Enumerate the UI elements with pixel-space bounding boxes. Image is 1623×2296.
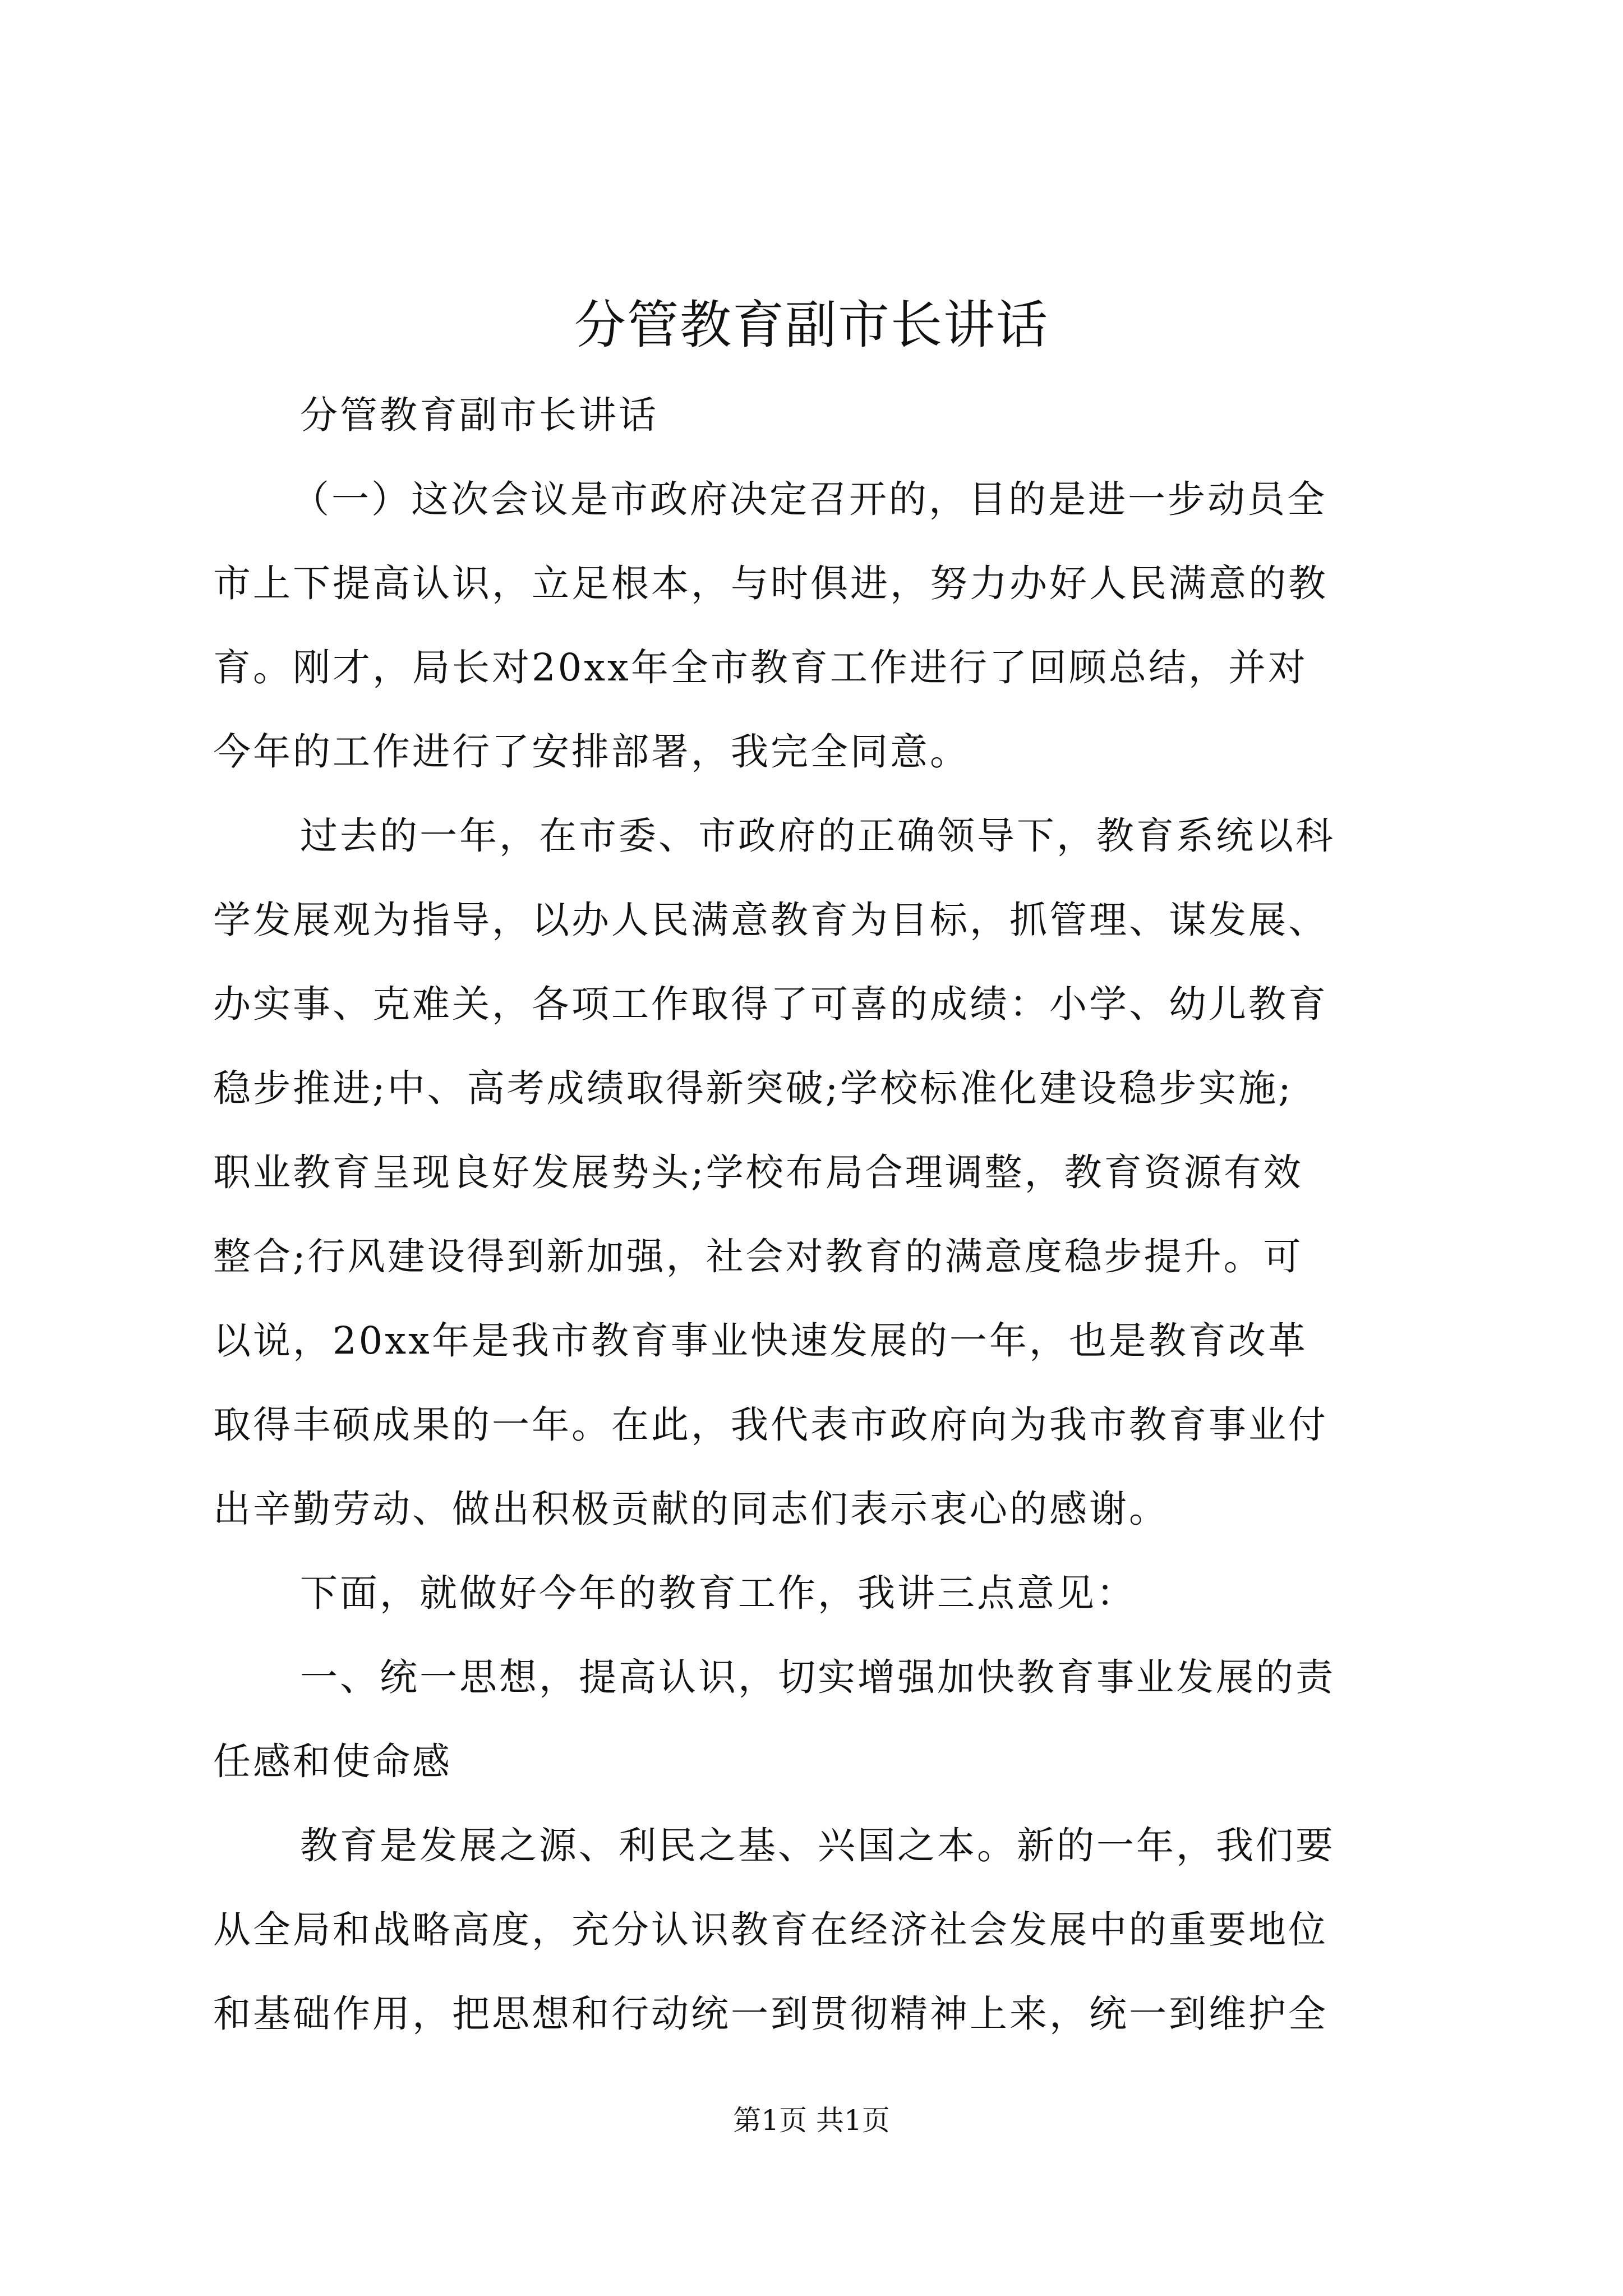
paragraph-line: 市上下提高认识，立足根本，与时俱进，努力办好人民满意的教 [213,562,1328,605]
paragraph-line: 出辛勤劳动、做出积极贡献的同志们表示衷心的感谢。 [213,1487,1169,1531]
paragraph-line: 分管教育副市长讲话 [300,393,658,437]
paragraph-line: 职业教育呈现良好发展势头;学校布局合理调整，教育资源有效 [213,1151,1303,1194]
paragraph-line: 教育是发展之源、利民之基、兴国之本。新的一年，我们要 [300,1824,1335,1867]
paragraph-line: 下面，就做好今年的教育工作，我讲三点意见： [300,1571,1136,1615]
paragraph-line: 取得丰硕成果的一年。在此，我代表市政府向为我市教育事业付 [213,1403,1328,1447]
paragraph-line: （一）这次会议是市政府决定召开的，目的是进一步动员全 [292,477,1327,521]
paragraph-line: 和基础作用，把思想和行动统一到贯彻精神上来，统一到维护全 [213,1992,1328,2036]
paragraph-line: 学发展观为指导，以办人民满意教育为目标，抓管理、谋发展、 [213,898,1328,942]
paragraph-line: 从全局和战略高度，充分认识教育在经济社会发展中的重要地位 [213,1908,1328,1952]
paragraph-line: 育。刚才，局长对20xx年全市教育工作进行了回顾总结，并对 [213,646,1308,689]
page-footer: 第1页 共1页 [733,2104,890,2137]
document-title: 分管教育副市长讲话 [574,295,1049,355]
section-heading-line: 任感和使命感 [213,1740,452,1783]
paragraph-line: 整合;行风建设得到新加强，社会对教育的满意度稳步提升。可 [213,1235,1303,1278]
paragraph-line: 办实事、克难关，各项工作取得了可喜的成绩：小学、幼儿教育 [213,982,1328,1026]
paragraph-line: 过去的一年，在市委、市政府的正确领导下，教育系统以科 [300,814,1335,858]
paragraph-line: 稳步推进;中、高考成绩取得新突破;学校标准化建设稳步实施; [213,1066,1293,1110]
paragraph-line: 以说，20xx年是我市教育事业快速发展的一年，也是教育改革 [213,1319,1308,1363]
paragraph-line: 今年的工作进行了安排部署，我完全同意。 [213,730,970,774]
section-heading-line: 一、统一思想，提高认识，切实增强加快教育事业发展的责 [300,1655,1335,1699]
